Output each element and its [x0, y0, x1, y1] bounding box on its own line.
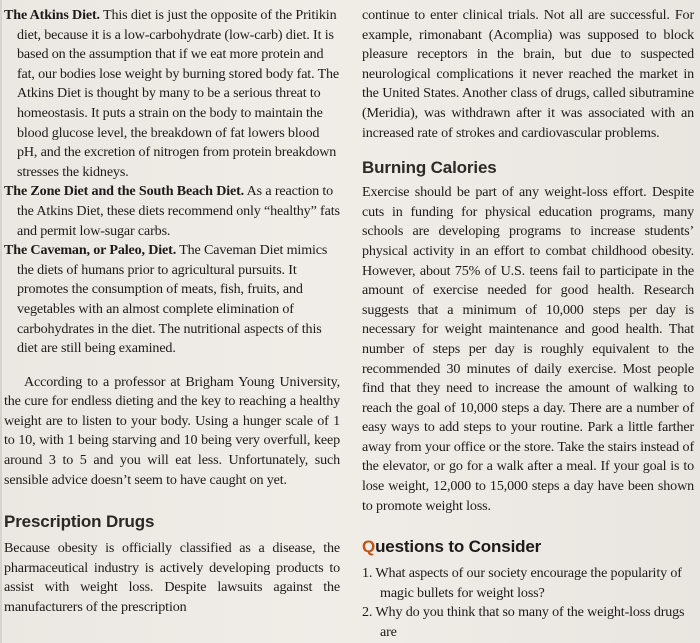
question-item [362, 603, 694, 642]
questions-heading-rest: uestions to Consider [375, 537, 542, 557]
questions-heading-accent: Q [362, 537, 376, 557]
questions-list [362, 564, 694, 642]
questions-heading [362, 536, 694, 558]
prescription-drugs-heading: Prescription Drugs [4, 512, 155, 532]
continued-drugs-text: continue to enter clinical trials. Not all are successful. For example, rimonabant (Acomplia) was supposed to block pleasure receptors in the brain, but due to suspected neurological complications it never reached the market in the United States. Another class of drugs, called sibutramine (Meridia), was withdrawn after it was associated with an increased rate of strokes and cardiovascular problems. [362, 7, 694, 141]
question-text: Why do you think that so many of the weight-loss drugs are [375, 604, 685, 641]
prescription-drugs-text: Because obesity is officially classified as a disease, the pharmaceutical industry is actively developing products to assist with weight loss. Despite lawsuits against the manufacturers of the prescription [4, 540, 340, 616]
question-text: What aspects of our society encourage the popularity of magic bullets for weight loss? [375, 565, 682, 601]
diet-entry-atkins [4, 6, 340, 182]
right-column [362, 6, 694, 643]
question-item [362, 564, 694, 603]
page-edge [0, 0, 2, 643]
burning-calories-heading: Burning Calories [362, 158, 497, 178]
entry-term: The Caveman, or Paleo, Diet. [4, 242, 177, 259]
question-number: 1. [362, 565, 373, 582]
entry-text: The Caveman Diet mimics the diets of humans prior to agricultural pursuits. It promotes the consumption of meats, fish, fruits, and vegetables with an almost complete elimination of carbohydrates in the diet. The nutritional aspects of this diet are still being examined. [17, 242, 328, 357]
question-number: 2. [362, 604, 373, 621]
diet-entry-zone [4, 182, 340, 241]
entry-term: The Atkins Diet. [4, 7, 100, 23]
left-column [4, 6, 340, 618]
diet-entry-caveman [4, 241, 340, 359]
entry-text: As a reaction to the Atkins Diet, these diets recommend only “healthy” fats and permit low-sugar carbs. [17, 183, 340, 239]
hunger-scale-paragraph: According to a professor at Brigham Young University, the cure for endless dieting and the key to reaching a healthy weight are to listen to your body. Using a hunger scale of 1 to 10, with 1 being starving and 10 being very overfull, keep around 3 to 5 and you will eat less. Unfortunately, such sensible advice doesn’t seem to have caught on yet. [4, 373, 340, 488]
entry-term: The Zone Diet and the South Beach Diet. [4, 183, 245, 200]
burning-calories-text: Exercise should be part of any weight-loss effort. Despite cuts in funding for physical education programs, many schools are developing programs to increase students’ physical activity in an effort to combat childhood obesity. However, about 75% of U.S. teens fail to participate in the amount of exercise needed for good health. Research suggests that a minimum of 10,000 steps per day is necessary for weight maintenance and good health. That number of steps per day is roughly equivalent to the recommended 30 minutes of daily exercise. Most people find that they need to increase the amount of walking to reach the goal of 10,000 steps a day. There are a number of easy ways to add steps to your routine. Park a little farther away from your office or the store. Take the stairs instead of the elevator, or go for a walk after a meal. If your goal is to lose weight, 12,000 to 15,000 steps a day have been shown to promote weight loss. [362, 184, 694, 514]
entry-text: This diet is just the opposite of the Pritikin diet, because it is a low-carbohydrate (low-carb) diet. It is based on the assumption that if we eat more protein and fat, our bodies lose weight by burning stored body fat. The Atkins Diet is thought by many to be a serious threat to homeostasis. It puts a strain on the body to maintain the blood glucose level, the breakdown of fat lowers blood pH, and the excretion of nitrogen from protein breakdown stresses the kidneys. [17, 7, 340, 180]
